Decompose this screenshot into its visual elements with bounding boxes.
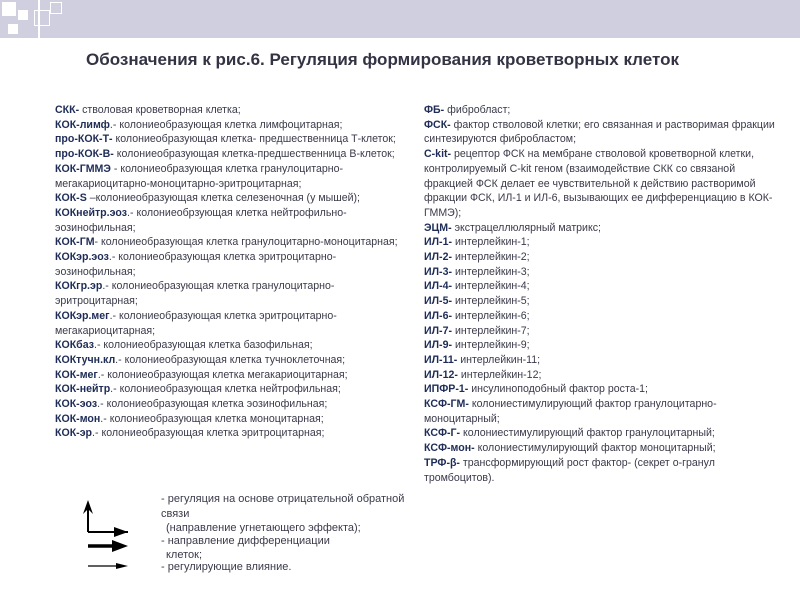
entry-definition: –колониеобразующая клетка селезеночная (у мышей); [86,192,361,205]
legend-entry [424,279,779,294]
entry-definition: интерлейкин-3; [452,265,530,278]
entry-definition: .- колониеобразующая клетка эритроцитарно-эозинофильная; [55,251,337,278]
entry-definition: фибробласт; [444,104,511,116]
legend-entry [55,368,410,383]
entry-abbreviation: ФБ- [424,104,445,116]
legend-entry [55,118,410,133]
entry-abbreviation: КСФ-ГМ- [424,398,469,411]
legend-negative-feedback-text: (направление угнетающего эффекта); [166,522,361,534]
legend-entry [424,294,779,309]
entry-definition: фактор стволовой клетки; его связанная и растворимая фракции синтезируются фибробластом; [424,118,775,146]
entry-abbreviation: ИЛ-1- [424,236,452,249]
entry-definition: интерлейкин-1; [452,236,530,249]
left-vertical-rule [38,0,40,600]
legend-entry [55,397,410,412]
entry-abbreviation: КОК-эоз [55,398,98,411]
legend-entry [55,309,410,338]
entry-definition: .- колониеобразующая клетка эозинофильная; [97,398,328,411]
entry-definition: интерлейкин-6; [452,309,530,322]
entry-abbreviation: КОК-мег [55,368,98,381]
legend-entry [424,426,779,441]
legend-entry [55,353,410,368]
entry-abbreviation: КОК-нейтр [55,383,111,396]
right-legend-column [424,103,779,485]
entry-definition: .- колониеобразующая клетка эритроцитарно-мегакариоцитарная; [55,309,337,337]
entry-definition: интерлейкин-5; [452,295,530,308]
entry-definition: стволовая кроветворная клетка; [79,104,241,116]
entry-definition: .- колониеобразующая клетка лимфоцитарная; [109,118,343,131]
decor-square [50,2,62,14]
legend-negative-feedback-text: - регуляция на основе отрицательной обратной [161,493,405,505]
legend-entry [424,309,779,324]
decor-square [2,2,16,16]
entry-abbreviation: КОКбаз [55,339,95,352]
legend-entry [55,147,410,162]
entry-definition: интерлейкин-11; [457,353,541,366]
header-decoration-bar [0,0,800,38]
legend-entry [424,221,779,236]
legend-entry [424,235,779,250]
entry-abbreviation: КОК-лимф [55,118,110,131]
legend-differentiation-text: клеток; [166,549,203,561]
legend-differentiation-text: - направление дифференциации [161,535,330,547]
entry-definition: интерлейкин-7; [452,324,530,337]
entry-abbreviation: СКК- [55,104,80,116]
entry-definition: колониеобразующая клетка- предшественница Т-клеток; [112,133,396,146]
entry-abbreviation: ИЛ-5- [424,295,452,308]
entry-definition: интерлейкин-4; [452,280,530,293]
legend-entry [424,338,779,353]
legend-entry [55,382,410,397]
legend-entry [55,250,410,279]
entry-abbreviation: про-КОК-В- [55,148,114,161]
entry-definition: - колониеобразующая клетка гранулоцитарно-моноцитарная; [94,236,398,249]
entry-abbreviation: ТРФ-β- [424,456,460,469]
entry-abbreviation: ИЛ-4- [424,280,452,293]
entry-abbreviation: КОКтучн.кл [55,353,116,366]
entry-abbreviation: КОК-эр [55,427,93,440]
legend-entry [424,324,779,339]
differentiation-arrow-icon [88,540,128,552]
entry-definition: - колониеобразующая клетка гранулоцитарно-мегакариоцитарно-моноцитарно-эритроцитарная; [55,162,344,190]
legend-entry [424,118,779,147]
entry-abbreviation: ИЛ-3- [424,265,452,278]
entry-abbreviation: ИЛ-11- [424,353,458,366]
decor-square [34,10,50,26]
legend-entry [424,265,779,280]
legend-entry [55,162,410,191]
entry-definition: трансформирующий рост фактор- (секрет о-гранул тромбоцитов). [424,456,715,484]
entry-definition: .- колониеобразующая клетка базофильная; [94,339,313,352]
legend-entry [55,103,410,118]
entry-abbreviation: КОКгр.эр [55,280,103,293]
entry-abbreviation: КОКэр.эоз [55,251,109,264]
entry-definition: интерлейкин-12; [457,368,542,381]
entry-definition: колониеобразующая клетка-предшественница В-клеток; [113,148,395,161]
entry-definition: .- колониеобразующая клетка тучноклеточная; [115,353,346,366]
legend-entry [55,132,410,147]
entry-abbreviation: ИЛ-7- [424,324,452,337]
entry-definition: интерлейкин-9; [452,339,530,352]
entry-definition: .- колониеобразующая клетка мегакариоцитарная; [97,368,348,381]
entry-definition: .- колониеобразующая клетка моноцитарная; [100,412,324,425]
legend-entry [424,368,779,383]
legend-entry [55,191,410,206]
legend-entry [424,397,779,426]
regulating-arrow-icon [88,563,128,569]
entry-abbreviation: КОКнейтр.эоз [55,206,128,219]
legend-entry [55,338,410,353]
legend-regulating-text: - регулирующие влияние. [161,561,292,573]
legend-entry [424,147,779,221]
entry-abbreviation: КОК-ГММЭ [55,162,111,175]
entry-abbreviation: про-КОК-Т- [55,133,113,146]
entry-abbreviation: ИПФР-1- [424,383,469,396]
page-title: Обозначения к рис.6. Регуляция формирования кроветворных клеток [86,50,679,69]
legend-entry [424,250,779,265]
left-legend-column [55,103,410,441]
entry-definition: интерлейкин-2; [452,251,530,264]
entry-abbreviation: КСФ-Г- [424,427,461,440]
entry-abbreviation: КОК-S [55,192,87,205]
entry-definition: колониестимулирующий фактор гранулоцитарно-моноцитарный; [424,398,717,425]
decor-square [18,10,28,20]
entry-abbreviation: ИЛ-6- [424,309,452,322]
entry-definition: колониестимулирующий фактор гранулоцитарный; [460,427,715,440]
entry-abbreviation: КОК-мон [55,412,101,425]
legend-entry [55,279,410,308]
entry-definition: инсулиноподобный фактор роста-1; [468,383,648,396]
legend-entry [424,382,779,397]
legend-negative-feedback-text: связи [161,508,190,520]
entry-abbreviation: ФСК- [424,118,451,131]
legend-entry [424,441,779,456]
negative-feedback-arrow-icon [83,500,128,537]
legend-entry [55,206,410,235]
entry-abbreviation: ИЛ-12- [424,368,458,381]
legend-entry [424,353,779,368]
header-rule [40,38,800,39]
entry-abbreviation: КОКэр.мег [55,309,110,322]
legend-entry [55,412,410,427]
entry-definition: экстрацеллюлярный матрикс; [451,221,601,234]
legend-entry [55,235,410,250]
entry-abbreviation: КОК-ГМ [55,236,95,249]
legend-entry [424,456,779,485]
entry-abbreviation: КСФ-мон- [424,442,475,455]
entry-abbreviation: С-kit- [424,148,452,161]
decor-square [8,24,18,34]
entry-definition: рецептор ФСК на мембране стволовой кроветворной клетки, контролируемый С-kit геном (взаимодействие СКК со связаной фракцией ФСК делает ее чувствительной к действию растворимой фракции ФСК, ИЛ-1 и ИЛ-6, вызывающих ее дифференциацию в КОК-ГММЭ); [424,148,773,219]
entry-definition: .- колониеобразующая клетка гранулоцитарно-эритроцитарная; [55,280,335,308]
entry-abbreviation: ЭЦМ- [424,221,452,234]
entry-definition: колониестимулирующий фактор моноцитарный; [474,442,716,455]
entry-abbreviation: ИЛ-9- [424,339,452,352]
entry-definition: .- колониеобрзующая клетка нейтрофильно-эозинофильная; [55,206,347,234]
entry-abbreviation: ИЛ-2- [424,251,452,264]
entry-definition: .- колониеобразующая клетка нейтрофильная; [110,383,341,396]
entry-definition: .- колониеобразующая клетка эритроцитарная; [92,427,325,440]
legend-entry [55,426,410,441]
legend-entry [424,103,779,118]
